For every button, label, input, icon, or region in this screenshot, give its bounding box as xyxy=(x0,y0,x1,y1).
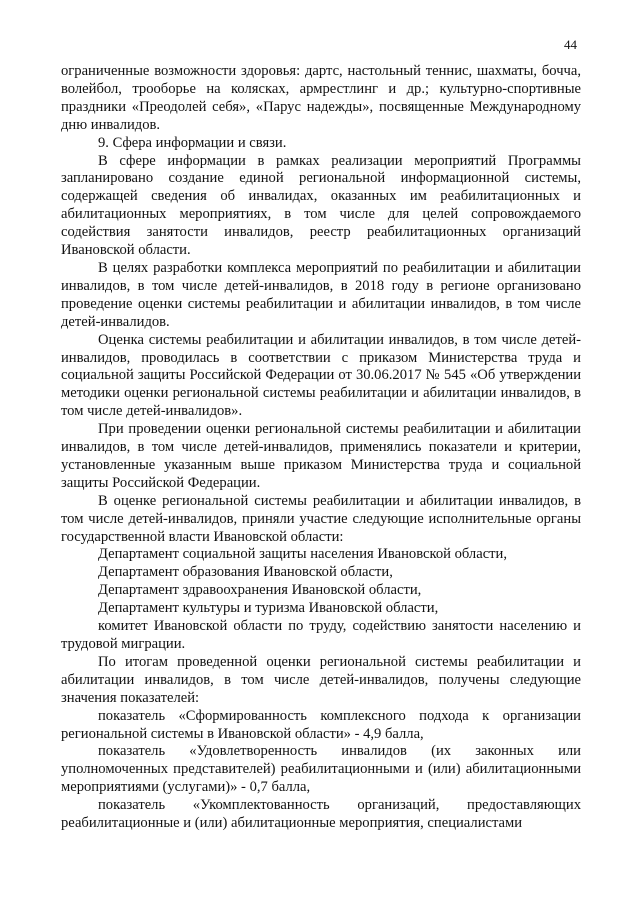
paragraph: По итогам проведенной оценки региональной системы реабилитации и абилитации инвалидов, в том числе детей-инвалидов, получены следующие значения показателей: xyxy=(61,653,581,706)
list-item: Департамент здравоохранения Ивановской области, xyxy=(98,582,422,599)
paragraph: В оценке региональной системы реабилитации и абилитации инвалидов, в том числе детей-инвалидов, приняли участие следующие исполнительные органы государственной власти Ивановской области: xyxy=(61,492,581,545)
indicator-item: показатель «Укомплектованность организаций, предоставляющих реабилитационные и (или) абилитационные мероприятия, специалистами xyxy=(61,797,581,832)
indicator-item: показатель «Удовлетворенность инвалидов (их законных или уполномоченных представителей) реабилитационными и (или) абилитационными мероприятиями (услугами)» - 0,7 балла, xyxy=(61,743,581,796)
page-body xyxy=(61,63,581,833)
paragraph: ограниченные возможности здоровья: дартс, настольный теннис, шахматы, бочча, волейбол, трооборье на колясках, армрестлинг и др.; культурно-спортивные праздники «Преодолей себя», «Парус надежды», посвященные Международному дню инвалидов. xyxy=(61,63,581,133)
paragraph: В сфере информации в рамках реализации мероприятий Программы запланировано создание единой региональной информационной системы, содержащей сведения об инвалидах, оказанных им реабилитационных и абилитационных мероприятиях, в том числе для целей сопровождаемого содействия занятости инвалидов, реестр реабилитационных организаций Ивановской области. xyxy=(61,152,581,259)
list-item: Департамент культуры и туризма Ивановской области, xyxy=(98,600,439,617)
list-item: Департамент образования Ивановской области, xyxy=(98,564,393,581)
paragraph: В целях разработки комплекса мероприятий по реабилитации и абилитации инвалидов, в том числе детей-инвалидов, в 2018 году в регионе организовано проведение оценки системы реабилитации и абилитации инвалидов, в том числе детей-инвалидов. xyxy=(61,259,581,330)
list-item: комитет Ивановской области по труду, содействию занятости населению и трудовой миграции. xyxy=(61,618,581,652)
indicator-item: показатель «Сформированность комплексного подхода к организации региональной системы в Ивановской области» - 4,9 балла, xyxy=(61,707,581,742)
paragraph: При проведении оценки региональной системы реабилитации и абилитации инвалидов, в том числе детей-инвалидов, применялись показатели и критерии, установленные указанным выше приказом Министерства труда и социальной защиты Российской Федерации. xyxy=(61,421,581,491)
paragraph: Оценка системы реабилитации и абилитации инвалидов, в том числе детей-инвалидов, проводилась в соответствии с приказом Министерства труда и социальной защиты Российской Федерации от 30.06.2017 № 545 «Об утверждении методики оценки региональной системы реабилитации и абилитации инвалидов, в том числе детей-инвалидов». xyxy=(61,331,581,420)
list-item: Департамент социальной защиты населения Ивановской области, xyxy=(98,546,508,563)
page-number: 44 xyxy=(564,37,577,52)
section-heading: 9. Сфера информации и связи. xyxy=(98,134,287,151)
